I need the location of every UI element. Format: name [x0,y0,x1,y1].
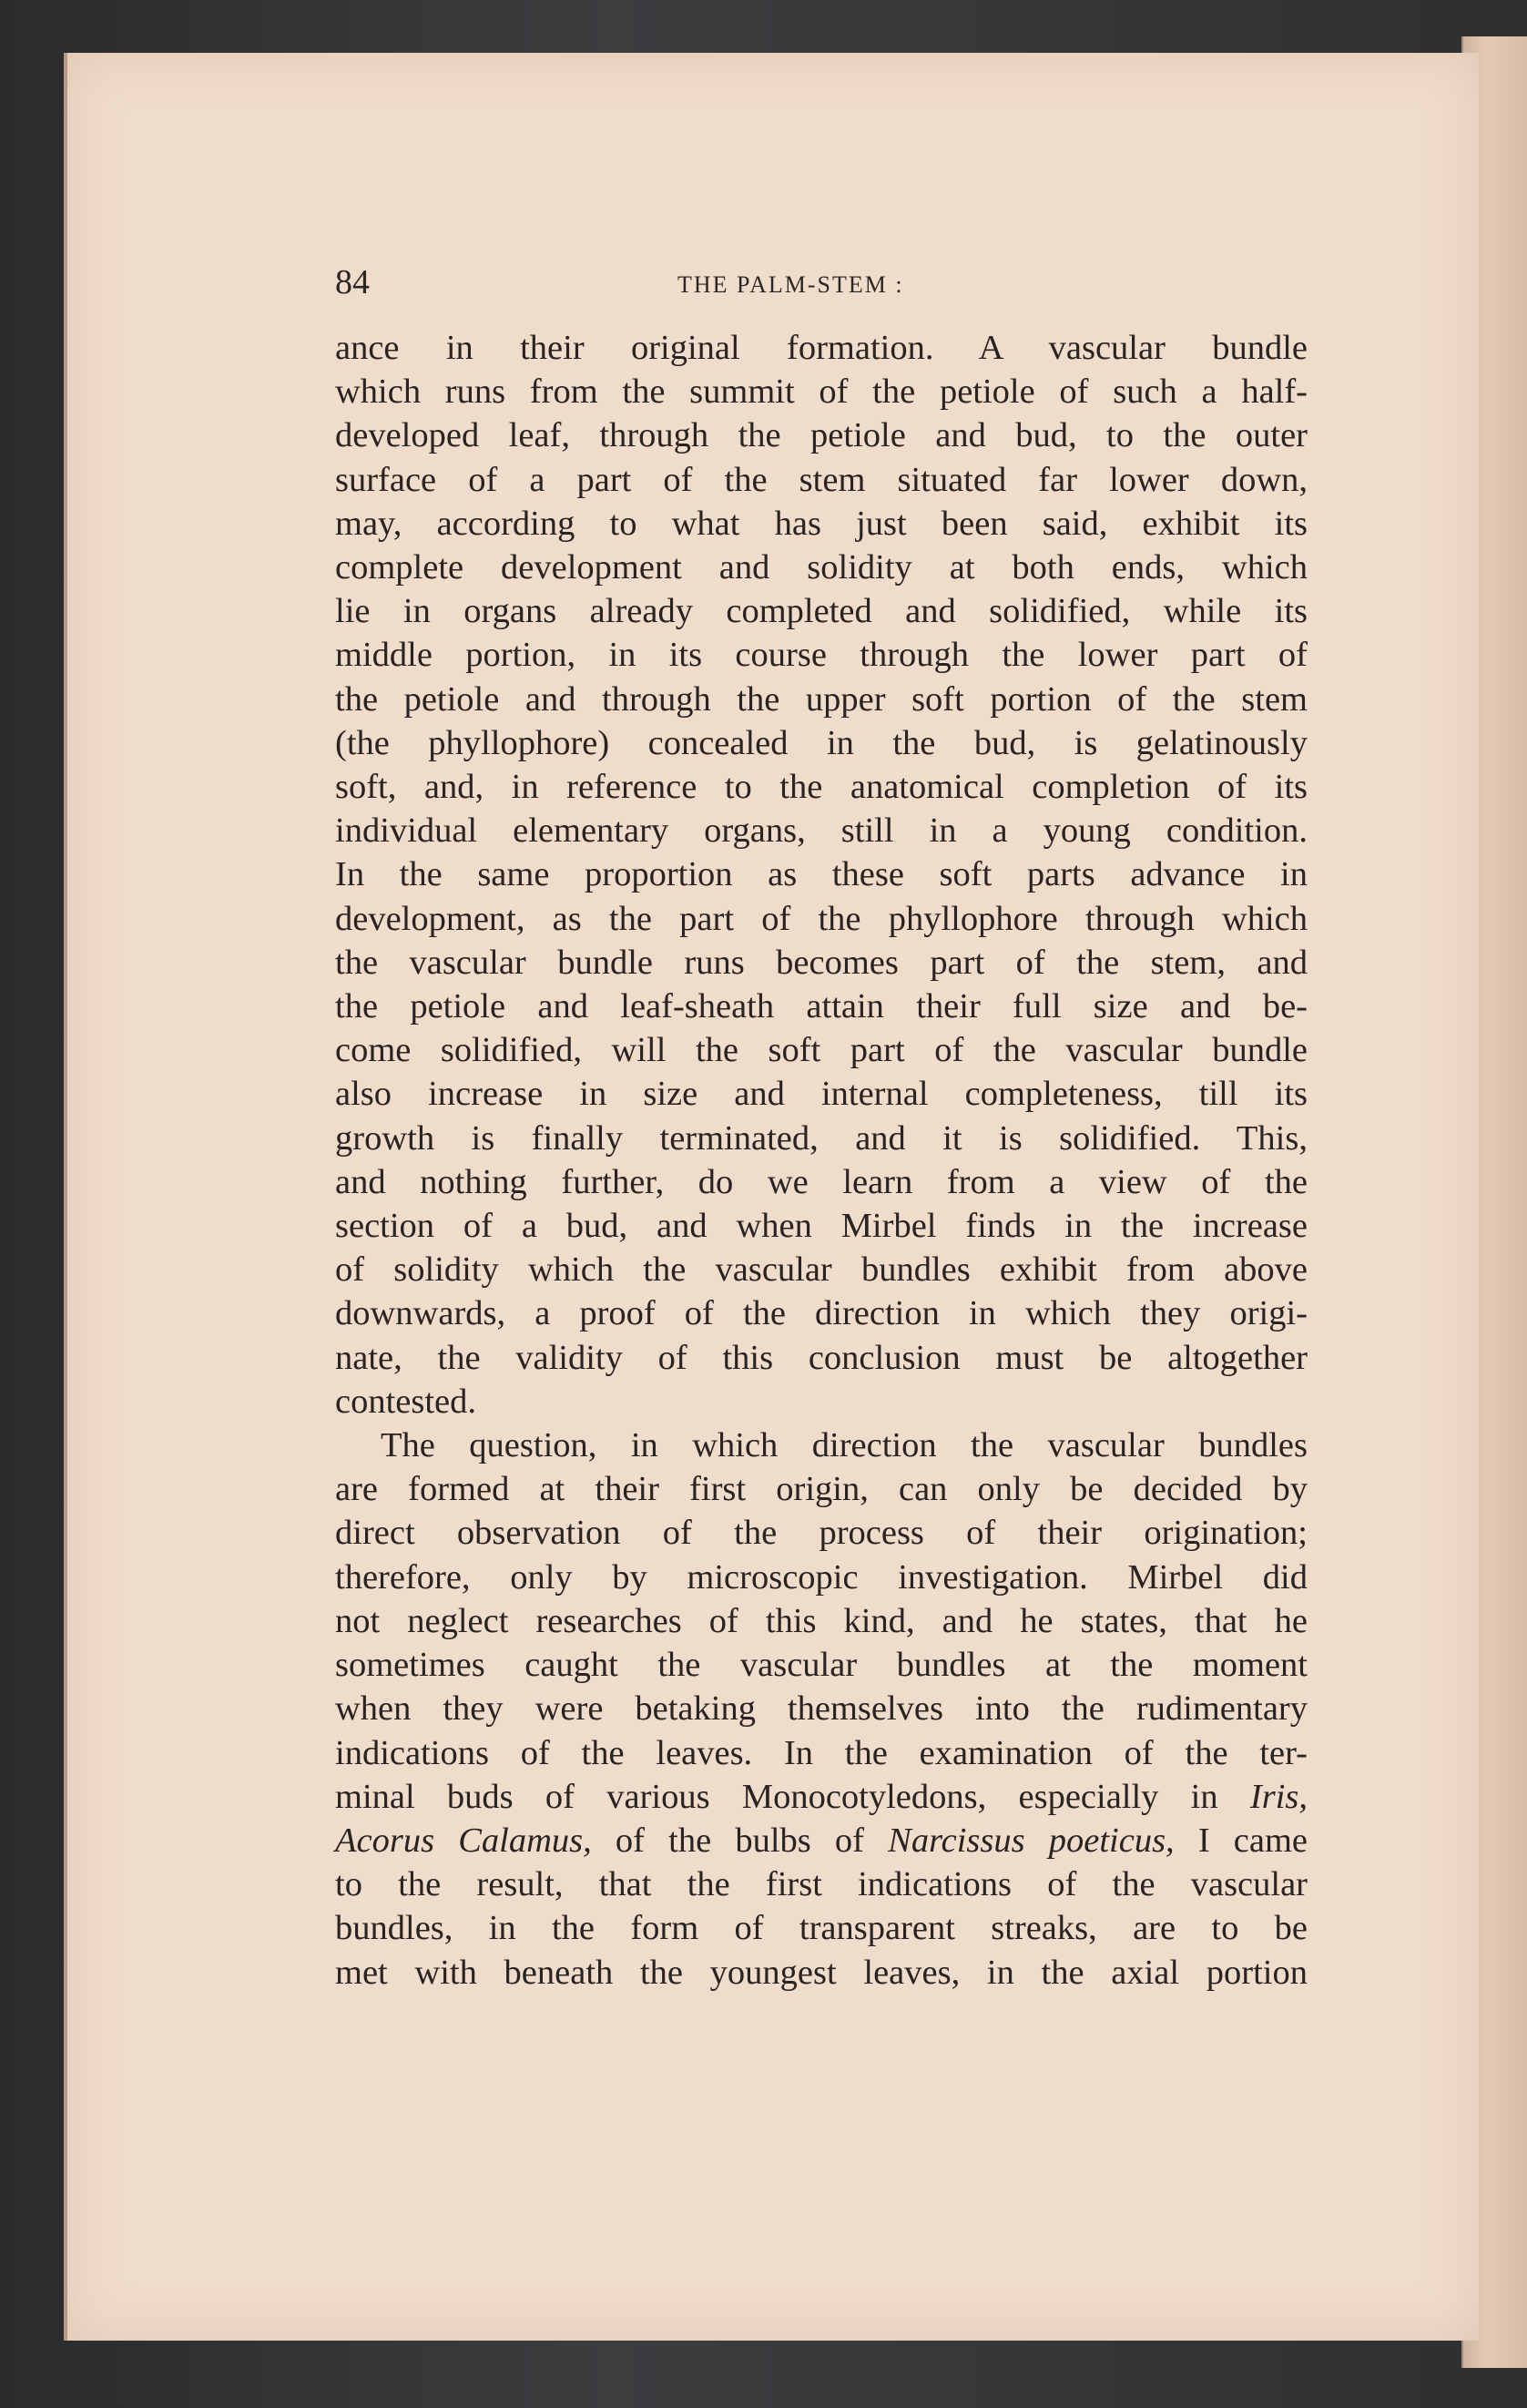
text-line: sometimes caught the vascular bundles at the moment [335,1646,1308,1685]
text-line: (the phyllophore) concealed in the bud, is gelatinously [335,723,1308,762]
text-line: soft, and, in reference to the anatomical completion of its [335,768,1308,807]
italic-term: Narcissus poeticus, [888,1821,1175,1860]
text-line: come solidified, will the soft part of the vascular bundle [335,1031,1308,1070]
text-line: to the result, that the first indications of the vascular [335,1865,1308,1904]
text-line: the petiole and through the upper soft portion of the stem [335,679,1308,719]
text-line: individual elementary organs, still in a young condition. [335,811,1308,851]
text-line-mixed [335,1775,1308,1819]
text-line: ance in their original formation. A vascular bundle [335,329,1308,367]
italic-term: Acorus Calamus, [335,1821,592,1860]
text-line: of solidity which the vascular bundles exhibit from above [335,1250,1308,1290]
text-line: bundles, in the form of transparent streaks, are to be [335,1909,1308,1948]
text-line: which runs from the summit of the petiole of such a half- [335,372,1308,412]
italic-term: Iris, [1249,1777,1308,1816]
text-line: may, according to what has just been said, exhibit its [335,504,1308,543]
text-line: section of a bud, and when Mirbel finds in the increase [335,1207,1308,1246]
text-line: complete development and solidity at both ends, which [335,548,1308,587]
text-line: middle portion, in its course through the lower part of [335,636,1308,675]
text-line-mixed [335,1819,1308,1862]
text-line: The question, in which direction the vascular bundles [381,1426,1308,1465]
text-line: direct observation of the process of their origination; [335,1514,1308,1553]
text-fragment: minal buds of various Monocotyledons, especially in [335,1777,1218,1816]
text-line: when they were betaking themselves into the rudimentary [335,1689,1308,1729]
text-line: the petiole and leaf-sheath attain their full size and be- [335,987,1308,1026]
text-line: are formed at their first origin, can only be decided by [335,1470,1308,1509]
running-head: THE PALM-STEM : [677,271,904,298]
text-line: also increase in size and internal completeness, till its [335,1075,1308,1114]
text-fragment: of the bulbs of [615,1821,864,1860]
text-line: therefore, only by microscopic investigation. Mirbel did [335,1557,1308,1597]
body-text [335,326,1308,1995]
text-line: met with beneath the youngest leaves, in the axial portion [335,1953,1308,1992]
page-header [335,264,1318,310]
text-line: developed leaf, through the petiole and bud, to the outer [335,416,1308,455]
text-line: In the same proportion as these soft parts advance in [335,855,1308,894]
text-line: lie in organs already completed and solidified, while its [335,592,1308,631]
text-line: contested. [335,1382,477,1421]
text-line: the vascular bundle runs becomes part of the stem, and [335,943,1308,982]
text-line: development, as the part of the phyllophore through which [335,899,1308,938]
page-number: 84 [335,263,370,301]
text-line: growth is finally terminated, and it is solidified. This, [335,1118,1308,1158]
text-line: nate, the validity of this conclusion must be altogether [335,1338,1308,1377]
text-fragment: I came [1197,1821,1308,1860]
text-line: not neglect researches of this kind, and he states, that he [335,1601,1308,1640]
text-line: indications of the leaves. In the examination of the ter- [335,1733,1308,1772]
text-line: and nothing further, do we learn from a view of the [335,1162,1308,1201]
text-line: surface of a part of the stem situated far lower down, [335,460,1308,499]
text-line: downwards, a proof of the direction in which they origi- [335,1294,1308,1333]
